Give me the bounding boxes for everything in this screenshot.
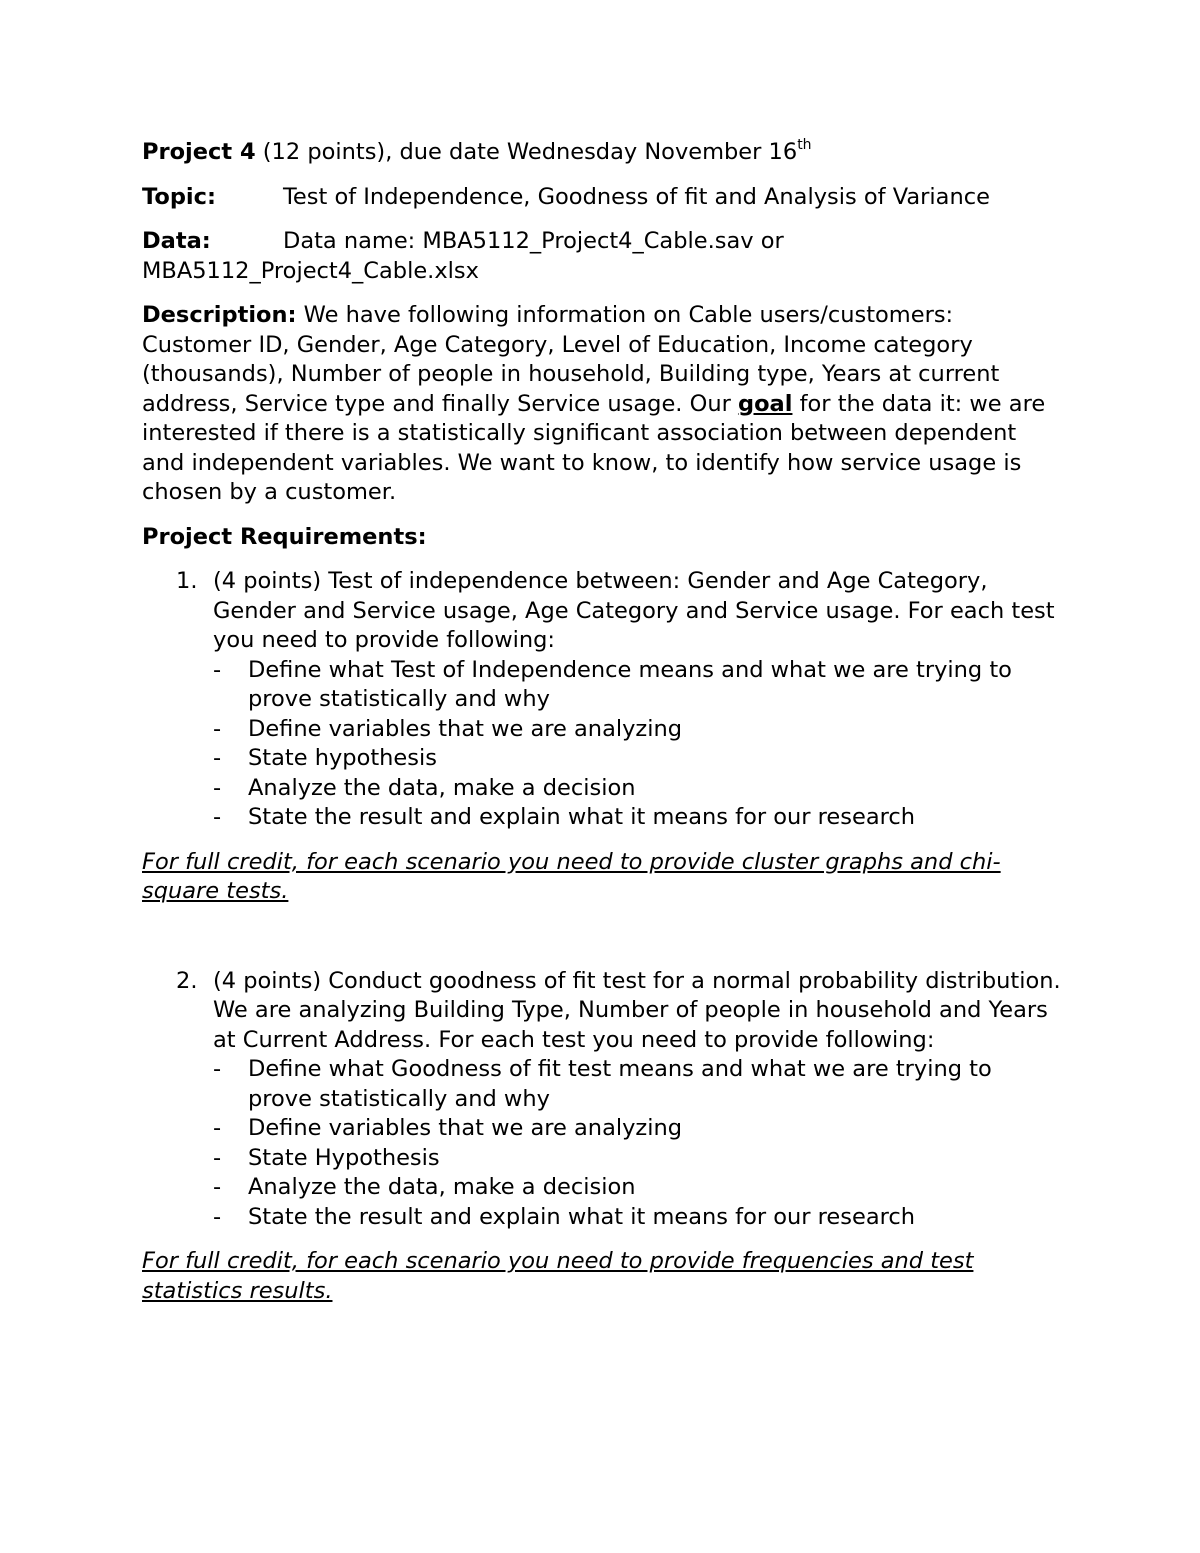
requirement-item-2	[142, 967, 1062, 1233]
data-block	[142, 227, 1062, 286]
title-details: (12 points), due date Wednesday November 16	[255, 139, 798, 165]
dash-bullet: -	[213, 1115, 222, 1141]
requirement-number: 1.	[176, 568, 198, 594]
dash-bullet: -	[213, 1203, 222, 1230]
requirement-number: 2.	[176, 967, 198, 994]
requirement-bullets	[213, 1055, 1062, 1232]
topic-value: Test of Independence, Goodness of fit and Analysis of Variance	[283, 183, 990, 210]
bullet-text: Define what Goodness of fit test means and what we are trying to prove statistically and why	[248, 1056, 992, 1112]
description-paragraph	[142, 301, 1062, 508]
bullet-text: Analyze the data, make a decision	[248, 1174, 636, 1200]
dash-bullet: -	[213, 1174, 222, 1200]
requirements-heading	[142, 523, 1062, 553]
dash-bullet: -	[213, 715, 222, 742]
bullet-text: Analyze the data, make a decision	[248, 774, 636, 801]
dash-bullet: -	[213, 656, 222, 683]
list-item	[213, 1144, 1062, 1174]
document-page	[142, 138, 1062, 1306]
list-item	[213, 656, 1062, 715]
requirement-bullets	[213, 656, 1062, 833]
bullet-text: Define what Test of Independence means and what we are trying to prove statistically and why	[248, 656, 1012, 712]
bullet-text: Define variables that we are analyzing	[248, 1115, 683, 1141]
bullet-text: State the result and explain what it means for our research	[248, 1203, 916, 1230]
project-name: Project 4	[142, 139, 256, 165]
document-title	[142, 138, 1062, 168]
list-item	[213, 774, 1062, 804]
goal-word: goal	[737, 390, 793, 417]
description-text-after: for the data it: we are interested if there is a statistically significant association between dependent and independent variables. We want to know, to identify how service usage is chosen by a customer.	[142, 390, 1046, 505]
description-text-before: We have following information on Cable users/customers: Customer ID, Gender, Age Category, Level of Education, Income category (thousands), Number of people in household, Building type, Years at current address, Service type and finally Service usage. Our	[142, 302, 1000, 417]
credit-note-1: For full credit, for each scenario you need to provide cluster graphs and chi-square tests.	[142, 848, 1001, 904]
requirement-item-1	[142, 567, 1062, 833]
description-label: Description:	[142, 302, 297, 328]
bullet-text: State hypothesis	[248, 745, 437, 771]
bullet-text: State the result and explain what it means for our research	[248, 804, 916, 830]
data-line	[142, 227, 1062, 257]
data-value-line2: MBA5112_Project4_Cable.xlsx	[142, 257, 479, 284]
dash-bullet: -	[213, 1056, 222, 1082]
topic-line	[142, 183, 1062, 213]
list-item	[213, 1055, 1062, 1114]
list-item	[213, 715, 1062, 745]
list-item	[213, 1114, 1062, 1144]
dash-bullet: -	[213, 774, 222, 801]
data-label: Data:	[142, 228, 211, 254]
topic-label: Topic:	[142, 183, 216, 210]
requirement-text: (4 points) Conduct goodness of fit test for a normal probability distribution. We are analyzing Building Type, Number of people in household and Years at Current Address. For each test you need to provide following:	[213, 967, 1061, 1053]
dash-bullet: -	[213, 745, 222, 771]
data-value-line1: Data name: MBA5112_Project4_Cable.sav or	[283, 228, 784, 254]
title-superscript: th	[797, 136, 812, 153]
list-item	[213, 744, 1062, 774]
bullet-text: State Hypothesis	[248, 1144, 440, 1171]
requirement-text: (4 points) Test of independence between: Gender and Age Category, Gender and Service usage, Age Category and Service usage. For each test you need to provide following:	[213, 568, 1055, 653]
requirements-heading-text: Project Requirements:	[142, 523, 427, 550]
bullet-text: Define variables that we are analyzing	[248, 715, 683, 742]
dash-bullet: -	[213, 1144, 222, 1171]
dash-bullet: -	[213, 804, 222, 830]
list-item	[213, 1203, 1062, 1233]
credit-note-2: For full credit, for each scenario you need to provide frequencies and test statistics results.	[142, 1248, 974, 1304]
list-item	[213, 1173, 1062, 1203]
list-item	[213, 803, 1062, 833]
